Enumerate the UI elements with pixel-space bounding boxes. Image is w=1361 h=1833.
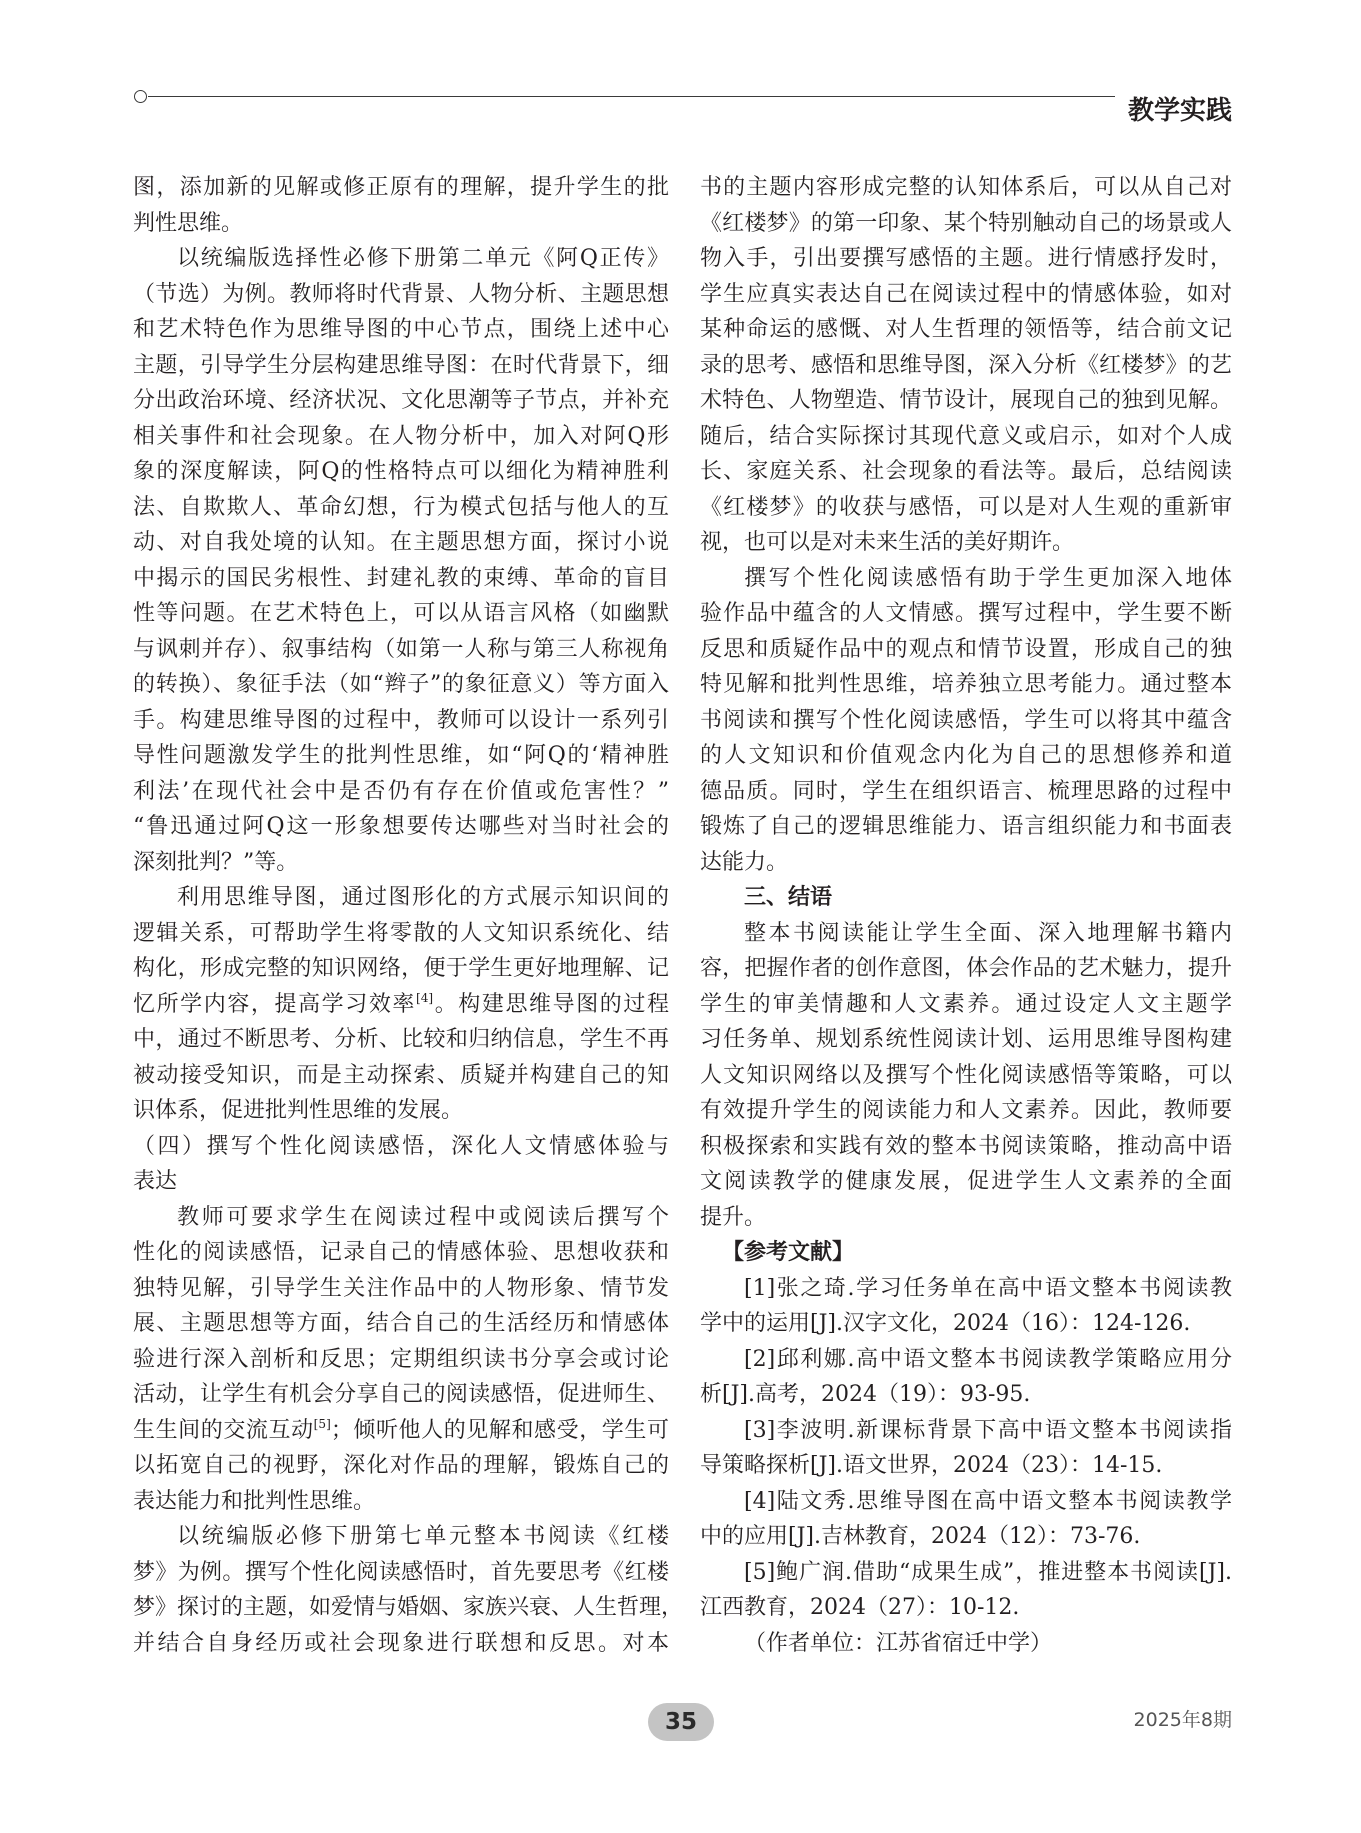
text-line: 反思和质疑作品中的观点和情节设置，形成自己的独 [700, 636, 1232, 662]
text-line: 析[J].高考，2024（19）：93-95. [700, 1382, 1031, 1407]
paragraph [133, 1519, 684, 1661]
text-segment: ；倾听他人的见解和感受，学生可 [330, 1417, 669, 1443]
text-line: 学生应真实表达自己在阅读过程中的情感体验，如对 [700, 281, 1232, 307]
text-line: 和艺术特色作为思维导图的中心节点，围绕上述中心 [133, 317, 669, 342]
text-line: 梦》探讨的主题，如爱情与婚姻、家族兴衰、人生哲理， [133, 1595, 684, 1620]
text-line: 以拓宽自己的视野，深化对作品的理解，锻炼自己的 [133, 1453, 669, 1478]
page-number: 35 [664, 1709, 697, 1735]
text-line: [4]陆文秀.思维导图在高中语文整本书阅读教学 [744, 1488, 1232, 1514]
subsection-heading [133, 1129, 669, 1200]
text-line: 梦》为例。撰写个性化阅读感悟时，首先要思考《红楼 [133, 1559, 669, 1585]
issue-label: 2025年8期 [1133, 1709, 1232, 1731]
paragraph [700, 561, 1232, 881]
reference-item [700, 1484, 1232, 1555]
text-line: 构化，形成完整的知识网络，便于学生更好地理解、记 [133, 956, 669, 981]
reference-item [700, 1342, 1232, 1413]
page-number-badge [648, 1703, 714, 1741]
text-line: 整本书阅读能让学生全面、深入地理解书籍内 [744, 920, 1232, 946]
text-line: [5]鲍广润.借助“成果生成”，推进整本书阅读[J]. [744, 1559, 1232, 1585]
text-line: 以统编版必修下册第七单元整本书阅读《红楼 [177, 1524, 669, 1549]
text-line: 的人文知识和价值观念内化为自己的思想修养和道 [700, 743, 1232, 768]
text-line: 识体系，促进批判性思维的发展。 [133, 1098, 464, 1123]
author-affiliation: （作者单位：江苏省宿迁中学） [744, 1630, 1053, 1656]
text-line: 中的应用[J].吉林教育，2024（12）：73-76. [700, 1524, 1141, 1549]
text-line [133, 987, 669, 1023]
text-line: 书阅读和撰写个性化阅读感悟，学生可以将其中蕴含 [700, 707, 1232, 733]
text-line: [3]李波明.新课标背景下高中语文整本书阅读指 [744, 1417, 1232, 1443]
reference-list [700, 1271, 1232, 1626]
text-line: 主题，引导学生分层构建思维导图：在时代背景下，细 [133, 352, 669, 378]
text-line: 手。构建思维导图的过程中，教师可以设计一系列引 [133, 707, 669, 733]
text-line: 有效提升学生的阅读能力和人文素养。因此，教师要 [700, 1098, 1232, 1123]
text-line: 分出政治环境、经济状况、文化思潮等子节点，并补充 [133, 388, 669, 413]
text-line: 德品质。同时，学生在组织语言、梳理思路的过程中 [700, 778, 1232, 804]
text-line: 象的深度解读，阿Q的性格特点可以细化为精神胜利 [133, 459, 669, 484]
text-line: 达能力。 [700, 849, 789, 875]
text-line: 逻辑关系，可帮助学生将零散的人文知识系统化、结 [133, 920, 669, 946]
text-line: [1]张之琦.学习任务单在高中语文整本书阅读教 [744, 1275, 1232, 1301]
citation-marker: [5] [313, 1416, 331, 1431]
text-line: 的转换）、象征手法（如“辫子”的象征意义）等方面入 [133, 672, 669, 697]
text-line: 相关事件和社会现象。在人物分析中，加入对阿Q形 [133, 423, 669, 449]
text-segment: 忆所学内容，提高学习效率 [133, 991, 416, 1017]
text-line: 性化的阅读感悟，记录自己的情感体验、思想收获和 [133, 1240, 669, 1265]
text-line: 与讽刺并存）、叙事结构（如第一人称与第三人称视角 [133, 636, 669, 662]
reference-item [700, 1271, 1232, 1342]
text-line: 书的主题内容形成完整的认知体系后，可以从自己对 [700, 175, 1232, 200]
text-line: 学生的审美情趣和人文素养。通过设定人文主题学 [700, 991, 1232, 1017]
text-line: 性等问题。在艺术特色上，可以从语言风格（如幽默 [133, 601, 669, 626]
text-line: 容，把握作者的创作意图，体会作品的艺术魅力，提升 [700, 956, 1232, 981]
paragraph [133, 241, 669, 880]
right-column [700, 170, 1232, 1661]
references-heading: 【参考文献】 [722, 1240, 855, 1265]
text-line: 锻炼了自己的逻辑思维能力、语言组织能力和书面表 [700, 814, 1232, 839]
text-line: 中，通过不断思考、分析、比较和归纳信息，学生不再 [133, 1027, 669, 1052]
reference-item [700, 1555, 1232, 1626]
text-line: 表达能力和批判性思维。 [133, 1488, 376, 1514]
text-line: 被动接受知识，而是主动探索、质疑并构建自己的知 [133, 1062, 669, 1088]
text-line: 深刻批判？”等。 [133, 849, 299, 875]
text-line: 提升。 [700, 1204, 767, 1230]
text-line: 《红楼梦》的第一印象、某个特别触动自己的场景或人 [700, 210, 1232, 236]
text-line: 某种命运的感慨、对人生哲理的领悟等，结合前文记 [700, 317, 1232, 342]
paragraph [700, 170, 1232, 561]
paragraph [700, 916, 1232, 1236]
section-title: 教学实践 [1127, 96, 1232, 126]
text-line: 文阅读教学的健康发展，促进学生人文素养的全面 [700, 1169, 1232, 1194]
text-line: 录的思考、感悟和思维导图，深入分析《红楼梦》的艺 [700, 352, 1232, 378]
citation-marker: [4] [416, 990, 434, 1005]
text-line: 撰写个性化阅读感悟有助于学生更加深入地体 [744, 565, 1232, 591]
text-segment: 。构建思维导图的过程 [433, 991, 669, 1017]
text-line: 习任务单、规划系统性阅读计划、运用思维导图构建 [700, 1027, 1232, 1052]
paragraph [133, 1200, 669, 1520]
text-line: 活动，让学生有机会分享自己的阅读感悟，促进师生、 [133, 1382, 669, 1407]
text-line: 法、自欺欺人、革命幻想，行为模式包括与他人的互 [133, 494, 669, 520]
text-line: 展、主题思想等方面，结合自己的生活经历和情感体 [133, 1311, 669, 1336]
text-line: 并结合自身经历或社会现象进行联想和反思。对本 [133, 1630, 669, 1656]
text-line: 术特色、人物塑造、情节设计，展现自己的独到见解。 [700, 388, 1232, 413]
text-line: 导性问题激发学生的批判性思维，如“阿Q的‘精神胜 [133, 743, 669, 768]
text-line: 利用思维导图，通过图形化的方式展示知识间的 [177, 885, 669, 910]
text-line: 利法’在现代社会中是否仍有存在价值或危害性？” [133, 778, 669, 804]
header-rule [148, 96, 1115, 97]
text-line: 独特见解，引导学生关注作品中的人物形象、情节发 [133, 1275, 669, 1301]
text-line [133, 1413, 669, 1449]
header-circle-ornament [134, 90, 147, 103]
text-line: （四）撰写个性化阅读感悟，深化人文情感体验与 [133, 1133, 669, 1159]
left-column [133, 170, 684, 1661]
reference-item [700, 1413, 1232, 1484]
text-line: 视，也可以是对未来生活的美好期许。 [700, 530, 1075, 555]
text-line: 验作品中蕴含的人文情感。撰写过程中，学生要不断 [700, 601, 1232, 626]
text-line: 中揭示的国民劣根性、封建礼教的束缚、革命的盲目 [133, 565, 669, 591]
text-line: 积极探索和实践有效的整本书阅读策略，推动高中语 [700, 1133, 1232, 1159]
text-line: 图，添加新的见解或修正原有的理解，提升学生的批 [133, 175, 669, 200]
text-line: 表达 [133, 1169, 178, 1194]
text-line: 以统编版选择性必修下册第二单元《阿Q正传》 [177, 246, 669, 271]
paragraph [133, 880, 669, 1129]
text-line: 江西教育，2024（27）：10-12. [700, 1595, 1020, 1620]
text-line: （节选）为例。教师将时代背景、人物分析、主题思想 [133, 281, 669, 307]
text-line: 验进行深入剖析和反思；定期组织读书分享会或讨论 [133, 1346, 669, 1372]
text-line: 特见解和批判性思维，培养独立思考能力。通过整本 [700, 672, 1232, 697]
text-line: [2]邱利娜.高中语文整本书阅读教学策略应用分 [744, 1346, 1232, 1372]
text-line: 《红楼梦》的收获与感悟，可以是对人生观的重新审 [700, 494, 1232, 520]
text-line: 随后，结合实际探讨其现代意义或启示，如对个人成 [700, 423, 1232, 449]
text-line: 物入手，引出要撰写感悟的主题。进行情感抒发时， [700, 246, 1232, 271]
text-line: 导策略探析[J].语文世界，2024（23）：14-15. [700, 1453, 1163, 1478]
text-line: 人文知识网络以及撰写个性化阅读感悟等策略，可以 [700, 1062, 1232, 1088]
text-line: 教师可要求学生在阅读过程中或阅读后撰写个 [177, 1204, 669, 1230]
text-line: 长、家庭关系、社会现象的看法等。最后，总结阅读 [700, 459, 1232, 484]
text-segment: 生生间的交流互动 [133, 1417, 314, 1443]
text-line: “鲁迅通过阿Q这一形象想要传达哪些对当时社会的 [133, 814, 669, 839]
text-line: 判性思维。 [133, 210, 244, 236]
text-line: 动、对自我处境的认知。在主题思想方面，探讨小说 [133, 530, 669, 555]
section-heading: 三、结语 [744, 885, 833, 910]
paragraph [133, 170, 669, 241]
text-line: 学中的运用[J].汉字文化，2024（16）：124-126. [700, 1311, 1191, 1336]
